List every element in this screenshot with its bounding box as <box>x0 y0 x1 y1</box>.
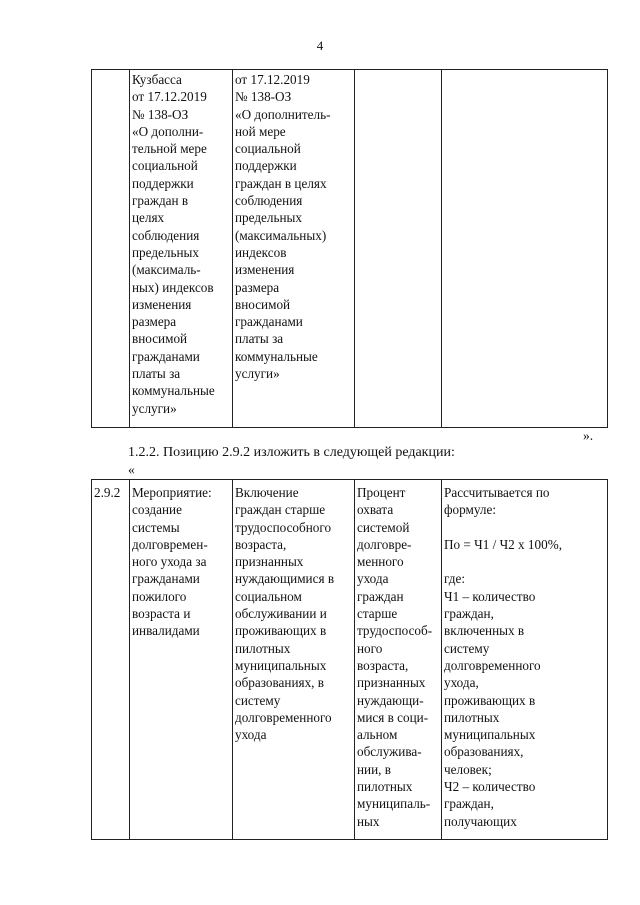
table-row <box>92 480 608 840</box>
opening-quote: « <box>128 462 135 477</box>
cell-description: Включение граждан старше трудоспособного возраста, признанных нуждающимися в социальном обслуживании и проживающих в пилотных муниципальных образованиях, в систему долговременного ухода <box>233 480 355 840</box>
cell-number <box>92 70 130 428</box>
cell-formula <box>442 70 608 428</box>
cell-formula: Рассчитывается по формуле: По = Ч1 / Ч2 x 100%, где: Ч1 – количество граждан, включенных в систему долговременного ухода, проживающих в пилотных муниципальных образованиях, человек; Ч2 – количество граждан, получающих <box>442 480 608 840</box>
instruction-paragraph: 1.2.2. Позицию 2.9.2 изложить в следующей редакции: <box>128 445 455 460</box>
cell-indicator <box>355 70 442 428</box>
cell-event: Кузбасса от 17.12.2019 № 138-ОЗ «О дополни- тельной мере социальной поддержки граждан в целях соблюдения предельных (максималь- ных) индексов изменения размера вносимой гражданами платы за коммунальные услуги» <box>130 70 233 428</box>
table-continuation <box>91 69 608 428</box>
table-position-2-9-2 <box>91 479 608 840</box>
table-row <box>92 70 608 428</box>
cell-description: от 17.12.2019 № 138-ОЗ «О дополнитель- ной мере социальной поддержки граждан в целях соблюдения предельных (максимальных) индексов изменения размера вносимой гражданами платы за коммунальные услуги» <box>233 70 355 428</box>
page-number: 4 <box>316 38 324 53</box>
closing-quote: ». <box>583 428 594 443</box>
cell-indicator: Процент охвата системой долговре- менного ухода граждан старше трудоспособ- ного возраста, признанных нуждающи- мися в соци- альном обслужива- нии, в пилотных муниципаль- ных <box>355 480 442 840</box>
cell-event: Мероприятие: создание системы долговремен- ного ухода за гражданами пожилого возраста и инвалидами <box>130 480 233 840</box>
cell-number: 2.9.2 <box>92 480 130 840</box>
